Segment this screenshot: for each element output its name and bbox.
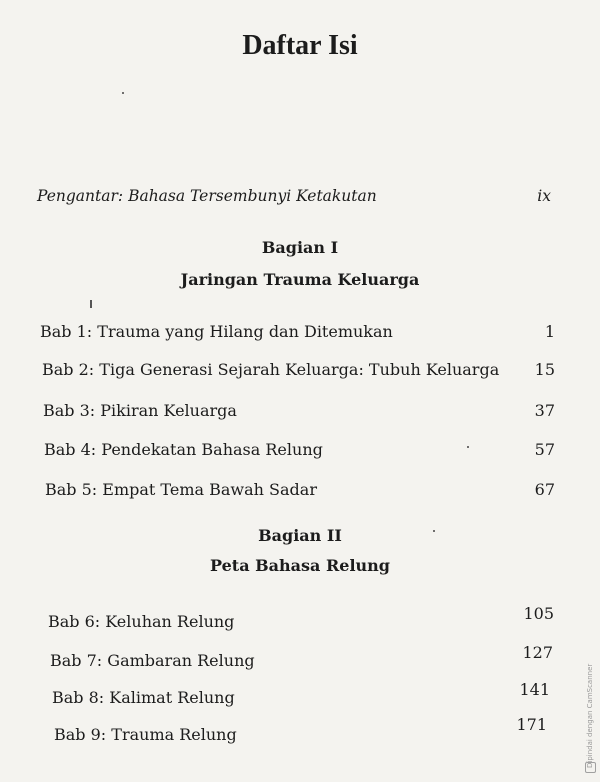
toc-entry-label: Bab 4: Pendekatan Bahasa Relung <box>44 440 323 459</box>
toc-entry-label: Bab 5: Empat Tema Bawah Sadar <box>45 480 317 499</box>
toc-entry-label: Pengantar: Bahasa Tersembunyi Ketakutan <box>37 187 377 205</box>
toc-entry-label: Bab 9: Trauma Relung <box>54 725 237 744</box>
toc-entry-page: 37 <box>534 401 555 420</box>
toc-entry-page: 67 <box>534 480 555 499</box>
scan-speck <box>467 446 469 448</box>
part-title: Peta Bahasa Relung <box>210 556 390 575</box>
part-number: Bagian II <box>258 526 342 545</box>
toc-entry-page: 105 <box>523 604 554 623</box>
scan-mark <box>90 300 92 308</box>
toc-entry-label: Bab 6: Keluhan Relung <box>48 612 235 631</box>
toc-entry-label: Bab 3: Pikiran Keluarga <box>43 401 237 420</box>
toc-entry-label: Bab 2: Tiga Generasi Sejarah Keluarga: Tubuh Keluarga <box>42 360 500 379</box>
toc-entry-label: Bab 1: Trauma yang Hilang dan Ditemukan <box>40 322 393 341</box>
scan-speck <box>122 92 124 94</box>
scanner-watermark: Dipindai dengan CamScanner <box>586 663 594 768</box>
toc-entry-page: ix <box>537 187 551 205</box>
toc-entry-page: 15 <box>534 360 555 379</box>
toc-entry-page: 57 <box>534 440 555 459</box>
toc-entry-page: 1 <box>544 322 555 341</box>
camscanner-icon <box>585 762 596 773</box>
toc-entry-label: Bab 7: Gambaran Relung <box>50 651 255 670</box>
toc-entry-page: 171 <box>516 715 547 734</box>
toc-entry-page: 127 <box>522 643 553 662</box>
toc-entry-label: Bab 8: Kalimat Relung <box>52 688 235 707</box>
part-title: Jaringan Trauma Keluarga <box>180 270 420 289</box>
page-title: Daftar Isi <box>242 30 358 61</box>
scan-speck <box>433 530 435 532</box>
part-number: Bagian I <box>261 238 339 257</box>
toc-entry-page: 141 <box>519 680 550 699</box>
